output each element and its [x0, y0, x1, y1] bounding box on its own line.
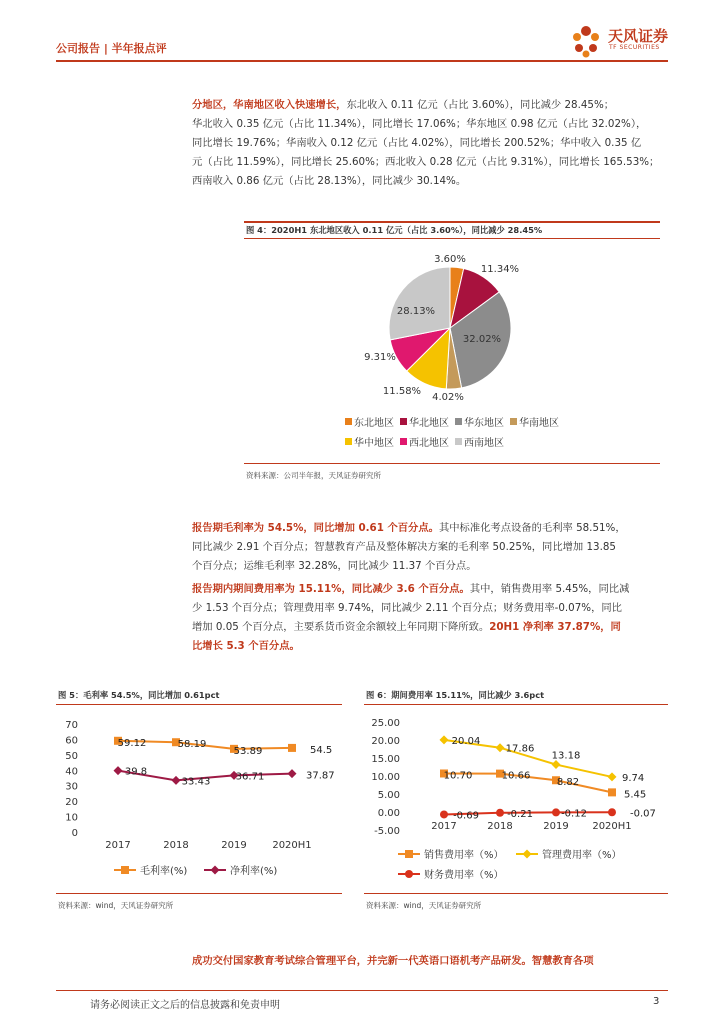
data-label: -0.12	[561, 808, 587, 820]
legend-swatch	[400, 418, 407, 425]
data-point	[288, 769, 297, 778]
data-label: 20.04	[451, 735, 481, 747]
legend-swatch	[510, 418, 517, 425]
net-margin-highlight: 20H1 净利率 37.87%，同	[489, 621, 621, 633]
data-label: 39.8	[124, 766, 148, 778]
data-point	[496, 743, 505, 752]
fig4-caption-rule	[244, 238, 660, 239]
pie-label: 9.31%	[364, 352, 396, 363]
data-label: 9.74	[622, 772, 645, 784]
text-line: 个百分点；运维毛利率 32.28%，同比减少 11.37 个百分点。	[192, 560, 477, 572]
data-point	[211, 866, 220, 875]
x-tick-label: 2019	[221, 840, 247, 851]
text-line: 少 1.53 个百分点；管理费用率 9.74%，同比减少 2.11 个百分点；财务费用率-0.07%，同比	[192, 602, 622, 614]
legend-swatch	[400, 438, 407, 445]
fig4-bottom-rule	[244, 463, 660, 464]
data-point	[608, 788, 616, 796]
footer-disclaimer: 请务必阅读正文之后的信息披露和免责申明	[90, 1000, 280, 1011]
y-tick-label: 15.00	[371, 754, 400, 765]
margin-line-chart	[56, 708, 346, 888]
legend-label: 毛利率(%)	[140, 866, 188, 877]
region-line: 西南收入 0.86 亿元（占比 28.13%），同比减少 30.14%。	[192, 175, 467, 187]
y-tick-label: 0	[71, 828, 78, 839]
net-margin-highlight-2: 比增长 5.3 个百分点。	[192, 640, 300, 652]
x-tick-label: 2020H1	[592, 821, 632, 832]
y-tick-label: 60	[65, 735, 78, 747]
text-line: 同比减少 2.91 个百分点；智慧教育产品及整体解决方案的毛利率 50.25%，同比增加 13.85	[192, 541, 616, 553]
y-tick-label: 0.00	[377, 808, 400, 819]
data-label: 8.82	[556, 777, 580, 789]
legend-swatch	[345, 418, 352, 425]
region-line: 东北收入 0.11 亿元（占比 3.60%），同比减少 28.45%；	[346, 99, 615, 111]
data-point	[440, 810, 448, 818]
legend-item	[400, 414, 449, 429]
text-line: 其中，销售费用率 5.45%，同比减	[469, 583, 630, 595]
legend-label: 华东地区	[464, 418, 504, 429]
legend-label: 华南地区	[519, 418, 559, 429]
expense-paragraph	[192, 580, 672, 656]
data-point	[405, 850, 413, 858]
x-tick-label: 2017	[431, 821, 457, 832]
y-tick-label: 50	[65, 750, 78, 762]
y-tick-label: 10	[65, 812, 78, 824]
y-tick-label: 20	[65, 797, 78, 809]
y-tick-label: 30	[65, 781, 78, 793]
data-point	[121, 866, 129, 874]
legend-label: 东北地区	[354, 418, 394, 429]
expense-highlight: 报告期内期间费用率为 15.11%，同比减少 3.6 个百分点。	[192, 583, 470, 595]
data-point	[405, 870, 413, 878]
data-label: -0.07	[630, 808, 656, 820]
legend-item	[345, 434, 394, 449]
pie-slice	[389, 267, 450, 340]
fig5-caption: 图 5：毛利率 54.5%，同比增加 0.61pct	[58, 690, 220, 700]
region-lead: 分地区，华南地区收入快速增长，	[192, 99, 347, 111]
data-label: 59.12	[117, 737, 147, 749]
legend-label: 华中地区	[354, 438, 394, 449]
legend-swatch	[345, 438, 352, 445]
flower-logo-icon	[568, 22, 604, 60]
text-line: 增加 0.05 个百分点，主要系货币资金余额较上年同期下降所致。	[192, 621, 490, 633]
legend-item	[510, 414, 559, 429]
data-label: 33.43	[181, 776, 211, 788]
data-label: 36.71	[235, 771, 265, 783]
data-point	[523, 850, 532, 859]
legend-item	[455, 414, 504, 429]
x-tick-label: 2018	[487, 821, 513, 832]
data-label: -0.21	[507, 808, 533, 820]
data-label: 10.70	[443, 770, 473, 782]
region-line: 华北收入 0.35 亿元（占比 11.34%），同比增长 17.06%；华东地区 0.98 亿元（占比 32.02%），	[192, 118, 647, 130]
fig4-top-rule	[244, 221, 660, 223]
data-label: 13.18	[551, 750, 581, 762]
region-pie-chart	[340, 248, 590, 408]
legend-swatch	[455, 438, 462, 445]
x-tick-label: 2019	[543, 821, 569, 832]
brand-name: 天风证券	[608, 27, 669, 45]
expense-line-chart	[364, 708, 670, 890]
pie-label: 28.13%	[396, 306, 436, 317]
legend-label: 净利率(%)	[230, 866, 278, 877]
legend-label: 华北地区	[409, 418, 449, 429]
region-line: 同比增长 19.76%；华南收入 0.12 亿元（占比 4.02%），同比增长 200.52%；华中收入 0.35 亿	[192, 137, 642, 149]
region-line: 元（占比 11.59%），同比增长 25.60%；西北收入 0.28 亿元（占比 9.31%），同比增长 165.53%；	[192, 156, 660, 168]
region-paragraph	[192, 96, 672, 191]
data-label: 17.86	[505, 743, 535, 755]
pie-legend	[345, 414, 585, 454]
y-tick-label: 10.00	[371, 772, 400, 783]
legend-swatch	[455, 418, 462, 425]
pie-label: 3.60%	[434, 254, 466, 265]
legend-item	[455, 434, 504, 449]
data-point	[440, 735, 449, 744]
legend-label: 管理费用率（%）	[542, 850, 622, 861]
data-point	[608, 772, 617, 781]
y-tick-label: 40	[65, 766, 78, 778]
legend-label: 财务费用率（%）	[424, 870, 504, 881]
legend-label: 销售费用率（%）	[424, 850, 504, 861]
fig5-caption-rule	[56, 704, 342, 705]
header-divider	[56, 60, 668, 62]
pie-label: 11.34%	[480, 264, 520, 275]
x-tick-label: 2020H1	[272, 840, 312, 851]
fig6-caption: 图 6：期间费用率 15.11%，同比减少 3.6pct	[366, 690, 545, 700]
data-point	[288, 744, 296, 752]
data-label: -0.69	[453, 810, 479, 822]
legend-item	[345, 414, 394, 429]
data-label: 58.19	[177, 739, 207, 751]
brand-subtitle: TF SECURITIES	[609, 44, 660, 51]
legend-label: 西南地区	[464, 438, 504, 449]
fig4-source: 资料来源：公司半年报，天风证券研究所	[246, 471, 381, 480]
data-point	[496, 809, 504, 817]
legend-label: 西北地区	[409, 438, 449, 449]
fig6-caption-rule	[364, 704, 668, 705]
fig4-caption: 图 4：2020H1 东北地区收入 0.11 亿元（占比 3.60%），同比减少 28.45%	[246, 225, 543, 235]
data-point	[172, 776, 181, 785]
report-type-label: 公司报告 | 半年报点评	[56, 42, 167, 55]
data-label: 54.5	[310, 744, 333, 756]
x-tick-label: 2018	[163, 840, 189, 851]
y-tick-label: 25.00	[371, 718, 400, 729]
data-point	[114, 766, 123, 775]
fig6-source: 资料来源：wind，天风证券研究所	[366, 901, 482, 910]
page-number: 3	[653, 996, 660, 1007]
y-tick-label: 5.00	[377, 790, 400, 801]
legend-item	[400, 434, 449, 449]
data-label: 5.45	[624, 789, 647, 801]
data-label: 10.66	[501, 770, 531, 782]
fig5-bottom-rule	[56, 893, 342, 894]
text-line: 其中标准化考点设备的毛利率 58.51%，	[438, 522, 626, 534]
data-label: 37.87	[306, 770, 335, 782]
x-tick-label: 2017	[105, 840, 131, 851]
fig6-bottom-rule	[364, 893, 668, 894]
gross-margin-paragraph	[192, 519, 672, 576]
brand-logo	[568, 22, 678, 60]
pie-label: 32.02%	[462, 334, 502, 345]
y-tick-label: 20.00	[371, 736, 400, 747]
gross-margin-highlight: 报告期毛利率为 54.5%，同比增加 0.61 个百分点。	[192, 522, 439, 534]
y-tick-label: -5.00	[374, 826, 400, 837]
data-point	[608, 808, 616, 816]
fig5-source: 资料来源：wind，天风证券研究所	[58, 901, 174, 910]
pie-label: 4.02%	[432, 392, 464, 403]
education-highlight: 成功交付国家教育考试综合管理平台，并完新一代英语口语机考产品研发。智慧教育各项	[192, 955, 594, 967]
footer-divider	[56, 990, 668, 991]
y-tick-label: 70	[65, 720, 78, 731]
data-label: 53.89	[233, 745, 263, 757]
pie-label: 11.58%	[382, 386, 422, 397]
data-point	[552, 808, 560, 816]
